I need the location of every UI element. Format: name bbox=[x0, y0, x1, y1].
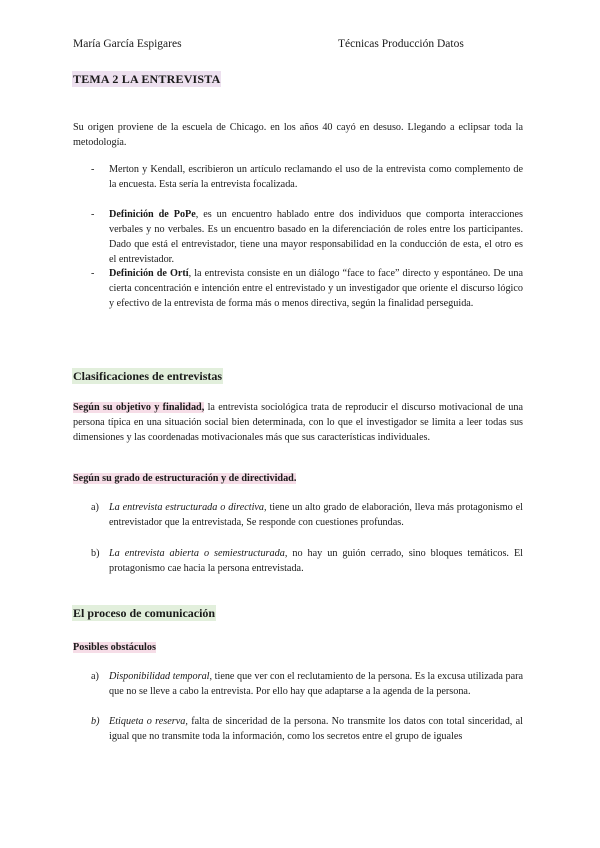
item-lead: Etiqueta o reserva, bbox=[109, 716, 188, 727]
obstaculo-item-b bbox=[91, 714, 523, 744]
bullet-marker: - bbox=[91, 209, 95, 220]
clasif-item-a bbox=[91, 500, 523, 530]
item-text: , no hay un guión cerrado, sino bloques temáticos. El protagonismo cae hacia la persona entrevistada. bbox=[109, 548, 524, 574]
item-lead: Disponibilidad temporal bbox=[109, 671, 210, 682]
item-text: tiene un alto grado de elaboración, lleva más protagonismo el entrevistador que la entrevistada, Se responde con cuestiones profundas. bbox=[109, 502, 523, 528]
bullet-item-merton bbox=[91, 162, 523, 192]
author-name: María García Espigares bbox=[73, 38, 182, 50]
grado-heading: Según su grado de estructuración y de directividad. bbox=[73, 473, 297, 484]
intro-paragraph: Su origen proviene de la escuela de Chicago. en los años 40 cayó en desuso. Llegando a eclipsar toda la metodología. bbox=[73, 122, 523, 148]
list-marker: b) bbox=[91, 548, 100, 559]
bullet-item-orti bbox=[91, 266, 523, 311]
document-title: TEMA 2 LA ENTREVISTA bbox=[73, 72, 221, 86]
list-marker: b) bbox=[91, 716, 100, 727]
list-marker: a) bbox=[91, 502, 99, 513]
list-marker: a) bbox=[91, 671, 99, 682]
objetivo-text: la entrevista sociológica trata de reproducir el discurso motivacional de una persona típica en una situación social bien determinada, con lo que el investigador se limita a leer todas sus dimensiones y las coordenadas motivacionales más que sus características individuales. bbox=[73, 402, 523, 443]
item-text: , tiene que ver con el reclutamiento de la persona. Es la excusa utilizada para que no se lleve a cabo la entrevista. Por ello hay que adaptarse a la agenda de la persona. bbox=[109, 671, 524, 697]
bullet-marker: - bbox=[91, 164, 95, 175]
bullet-lead: Definición de PoPe bbox=[109, 209, 196, 220]
subject-name: Técnicas Producción Datos bbox=[338, 38, 464, 50]
bullet-lead: Definición de Ortí bbox=[109, 268, 189, 279]
obstaculo-item-a bbox=[91, 669, 523, 699]
item-lead: La entrevista abierta o semiestructurada bbox=[109, 548, 285, 559]
bullet-text: Merton y Kendall, escribieron un artículo reclamando el uso de la entrevista como complemento de la encuesta. Esta sería la entrevista focalizada. bbox=[109, 164, 523, 190]
item-lead: La entrevista estructurada o directiva, bbox=[109, 502, 267, 513]
bullet-text: , la entrevista consiste en un diálogo “face to face” directo y espontáneo. De una cierta concentración e intención entre el entrevistado y un investigador que oriente el discurso lógico y efectivo de la entrevista de forma más o menos directiva, según la finalidad perseguida. bbox=[109, 268, 523, 309]
objetivo-lead: Según su objetivo y finalidad, bbox=[73, 402, 205, 413]
bullet-item-pope bbox=[91, 207, 523, 267]
obstaculos-heading: Posibles obstáculos bbox=[73, 642, 156, 653]
section-heading-clasificaciones: Clasificaciones de entrevistas bbox=[73, 369, 223, 383]
objetivo-paragraph bbox=[73, 400, 523, 445]
bullet-marker: - bbox=[91, 268, 95, 279]
bullet-text: , es un encuentro hablado entre dos individuos que comporta interacciones verbales y no verbales. Es un encuentro basado en la diferenciación de roles entre los participantes. Dado que está el entrevistador, tiene una mayor responsabilidad en la conducción de esta, el otro es el entrevistador. bbox=[109, 209, 523, 265]
item-text: falta de sinceridad de la persona. No transmite los datos con total sinceridad, al igual que no transmite toda la información, como los secretos entre el grupo de iguales bbox=[109, 716, 523, 742]
clasif-item-b bbox=[91, 546, 523, 576]
section-heading-proceso: El proceso de comunicación bbox=[73, 606, 216, 620]
